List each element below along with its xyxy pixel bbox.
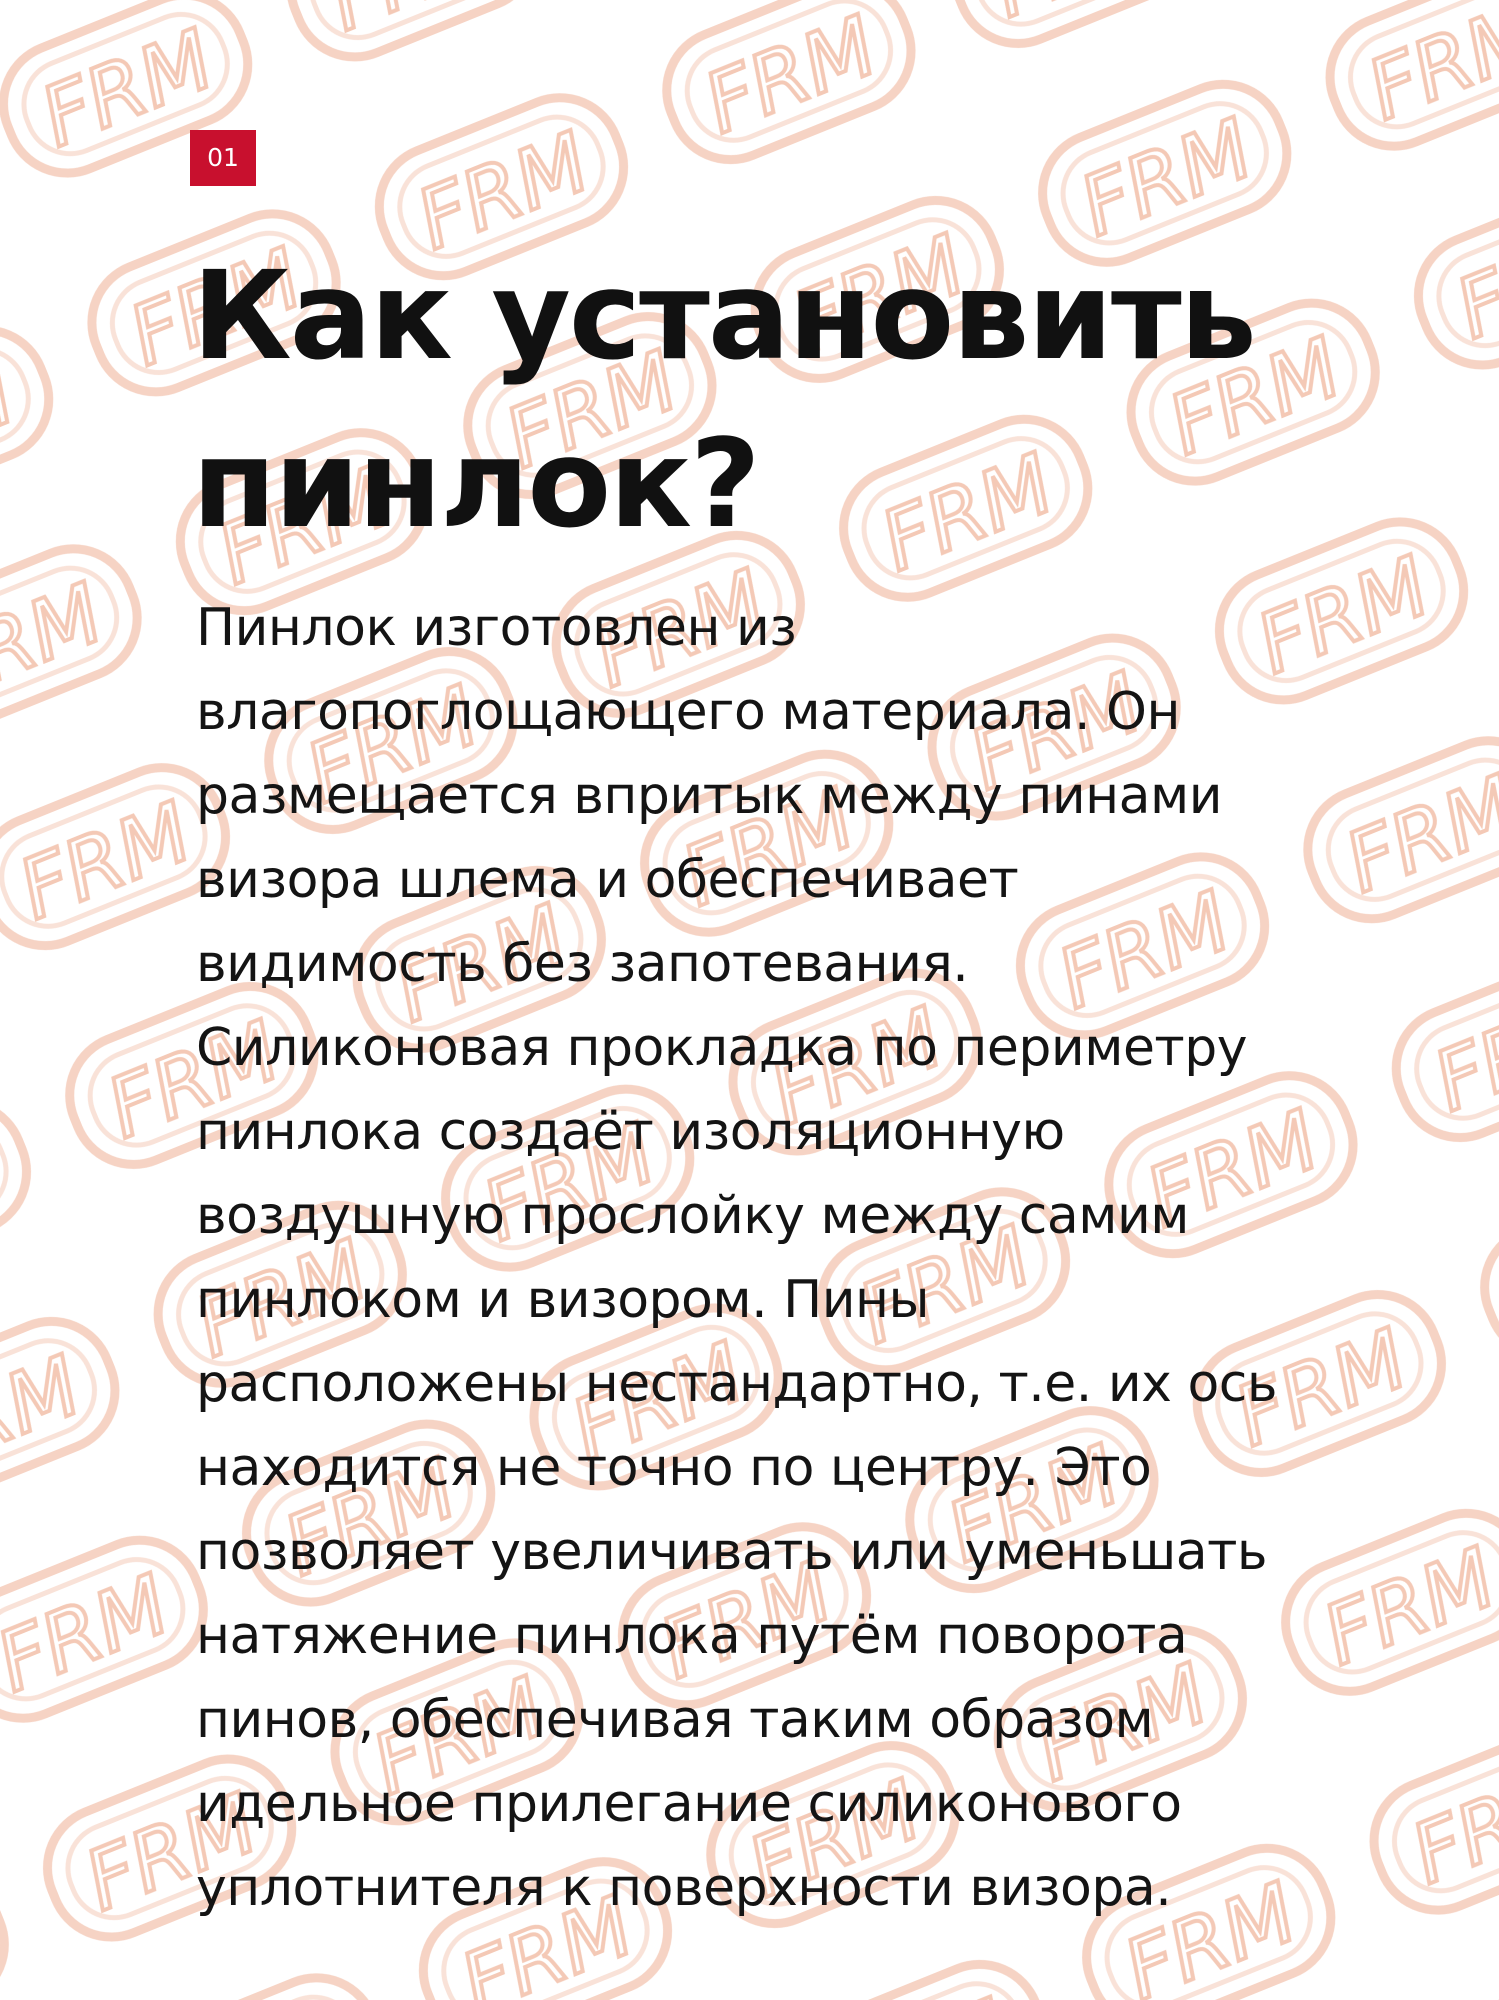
title-line: пинлок? bbox=[192, 413, 759, 555]
body-line: натяжение пинлока путём поворота bbox=[196, 1606, 1188, 1666]
page-title bbox=[192, 232, 1342, 568]
body-line: находится не точно по центру. Это bbox=[196, 1438, 1152, 1498]
body-paragraph bbox=[196, 586, 1376, 1930]
body-line: пинлока создаёт изоляционную bbox=[196, 1102, 1065, 1162]
body-line: Силиконовая прокладка по периметру bbox=[196, 1018, 1248, 1078]
body-line: идельное прилегание силиконового bbox=[196, 1774, 1182, 1834]
body-line: расположены нестандартно, т.е. их ось bbox=[196, 1354, 1277, 1414]
body-line: уплотнителя к поверхности визора. bbox=[196, 1858, 1172, 1918]
body-line: Пинлок изготовлен из bbox=[196, 598, 797, 658]
body-line: пинлоком и визором. Пины bbox=[196, 1270, 930, 1330]
page-number-badge: 01 bbox=[190, 130, 256, 186]
body-line: визора шлема и обеспечивает bbox=[196, 850, 1019, 910]
body-line: позволяет увеличивать или уменьшать bbox=[196, 1522, 1268, 1582]
title-line: Как установить bbox=[192, 245, 1255, 387]
body-line: видимость без запотевания. bbox=[196, 934, 969, 994]
body-line: размещается впритык между пинами bbox=[196, 766, 1223, 826]
body-line: пинов, обеспечивая таким образом bbox=[196, 1690, 1154, 1750]
body-line: воздушную прослойку между самим bbox=[196, 1186, 1189, 1246]
body-line: влагопоглощающего материала. Он bbox=[196, 682, 1180, 742]
